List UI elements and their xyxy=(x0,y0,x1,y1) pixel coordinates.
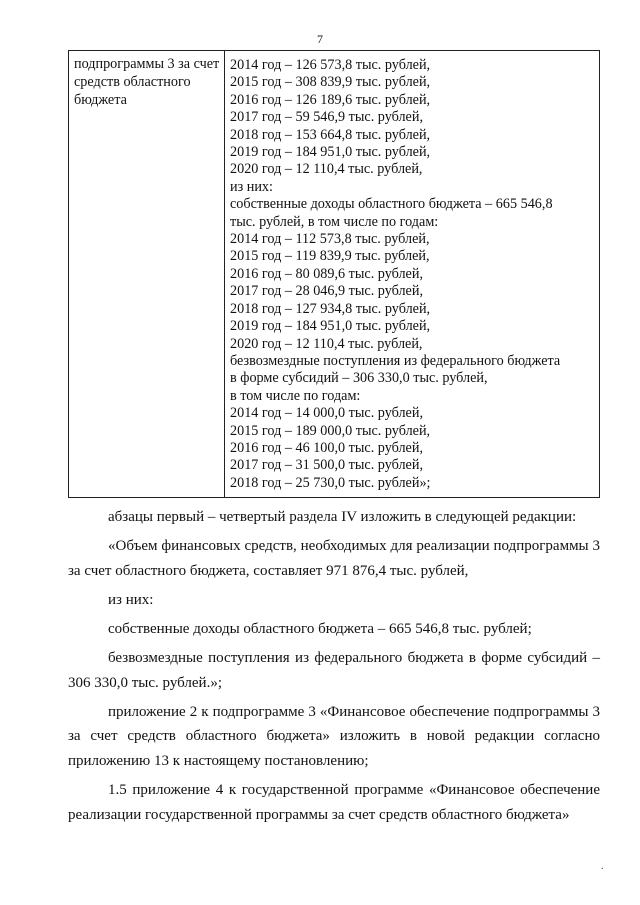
value-line: тыс. рублей, в том числе по годам: xyxy=(230,213,439,230)
value-line: 2018 год – 127 934,8 тыс. рублей, xyxy=(230,300,431,317)
paragraph: «Объем финансовых средств, необходимых для реализации подпрограммы 3 за счет областного бюджета, составляет 971 876,4 тыс. рублей, xyxy=(68,537,600,579)
value-line: 2016 год – 46 100,0 тыс. рублей, xyxy=(230,439,423,456)
table-row xyxy=(69,51,600,498)
table-label-cell: подпрограммы 3 за счет средств областного бюджета xyxy=(69,51,225,498)
paragraph: собственные доходы областного бюджета – 665 546,8 тыс. рублей; xyxy=(108,620,532,637)
value-line: 2017 год – 31 500,0 тыс. рублей, xyxy=(230,457,423,474)
paragraph: приложение 2 к подпрограмме 3 «Финансовое обеспечение подпрограммы 3 за счет средств областного бюджета» изложить в новой редакции согласно приложению 13 к настоящему постановлению; xyxy=(68,703,600,770)
value-line: 2020 год – 12 110,4 тыс. рублей, xyxy=(230,335,423,352)
value-line: безвозмездные поступления из федерального бюджета xyxy=(230,352,561,369)
value-line: 2014 год – 14 000,0 тыс. рублей, xyxy=(230,405,423,422)
value-line: 2018 год – 153 664,8 тыс. рублей, xyxy=(230,126,431,143)
value-line: 2019 год – 184 951,0 тыс. рублей, xyxy=(230,144,431,161)
value-line: 2017 год – 59 546,9 тыс. рублей, xyxy=(230,109,423,126)
page-number: 7 xyxy=(317,32,323,46)
paragraph: абзацы первый – четвертый раздела IV изложить в следующей редакции: xyxy=(108,509,577,525)
budget-table xyxy=(68,50,600,498)
value-line: 2019 год – 184 951,0 тыс. рублей, xyxy=(230,318,431,335)
value-line: 2016 год – 126 189,6 тыс. рублей, xyxy=(230,91,431,108)
value-line: 2018 год – 25 730,0 тыс. рублей»; xyxy=(230,474,431,491)
table-value-cell xyxy=(225,51,600,498)
document-body xyxy=(68,505,600,832)
value-line: 2020 год – 12 110,4 тыс. рублей, xyxy=(230,161,423,178)
value-line: в том числе по годам: xyxy=(230,387,361,404)
value-line: 2015 год – 119 839,9 тыс. рублей, xyxy=(230,248,430,265)
value-line: собственные доходы областного бюджета – 665 546,8 xyxy=(230,196,553,213)
value-line: 2014 год – 112 573,8 тыс. рублей, xyxy=(230,231,430,248)
value-line: из них: xyxy=(230,178,273,195)
value-line: 2014 год – 126 573,8 тыс. рублей, xyxy=(230,57,431,73)
corner-mark: · xyxy=(600,864,604,875)
value-line: 2017 год – 28 046,9 тыс. рублей, xyxy=(230,283,423,300)
paragraph: из них: xyxy=(108,591,154,608)
paragraph: 1.5 приложение 4 к государственной программе «Финансовое обеспечение реализации государственной программы за счет средств областного бюджета» xyxy=(68,782,600,823)
value-line: в форме субсидий – 306 330,0 тыс. рублей, xyxy=(230,370,488,387)
value-line: 2016 год – 80 089,6 тыс. рублей, xyxy=(230,265,423,282)
value-line: 2015 год – 189 000,0 тыс. рублей, xyxy=(230,422,431,439)
value-line: 2015 год – 308 839,9 тыс. рублей, xyxy=(230,74,431,91)
paragraph: безвозмездные поступления из федерального бюджета в форме субсидий – 306 330,0 тыс. рублей.»; xyxy=(68,649,600,691)
